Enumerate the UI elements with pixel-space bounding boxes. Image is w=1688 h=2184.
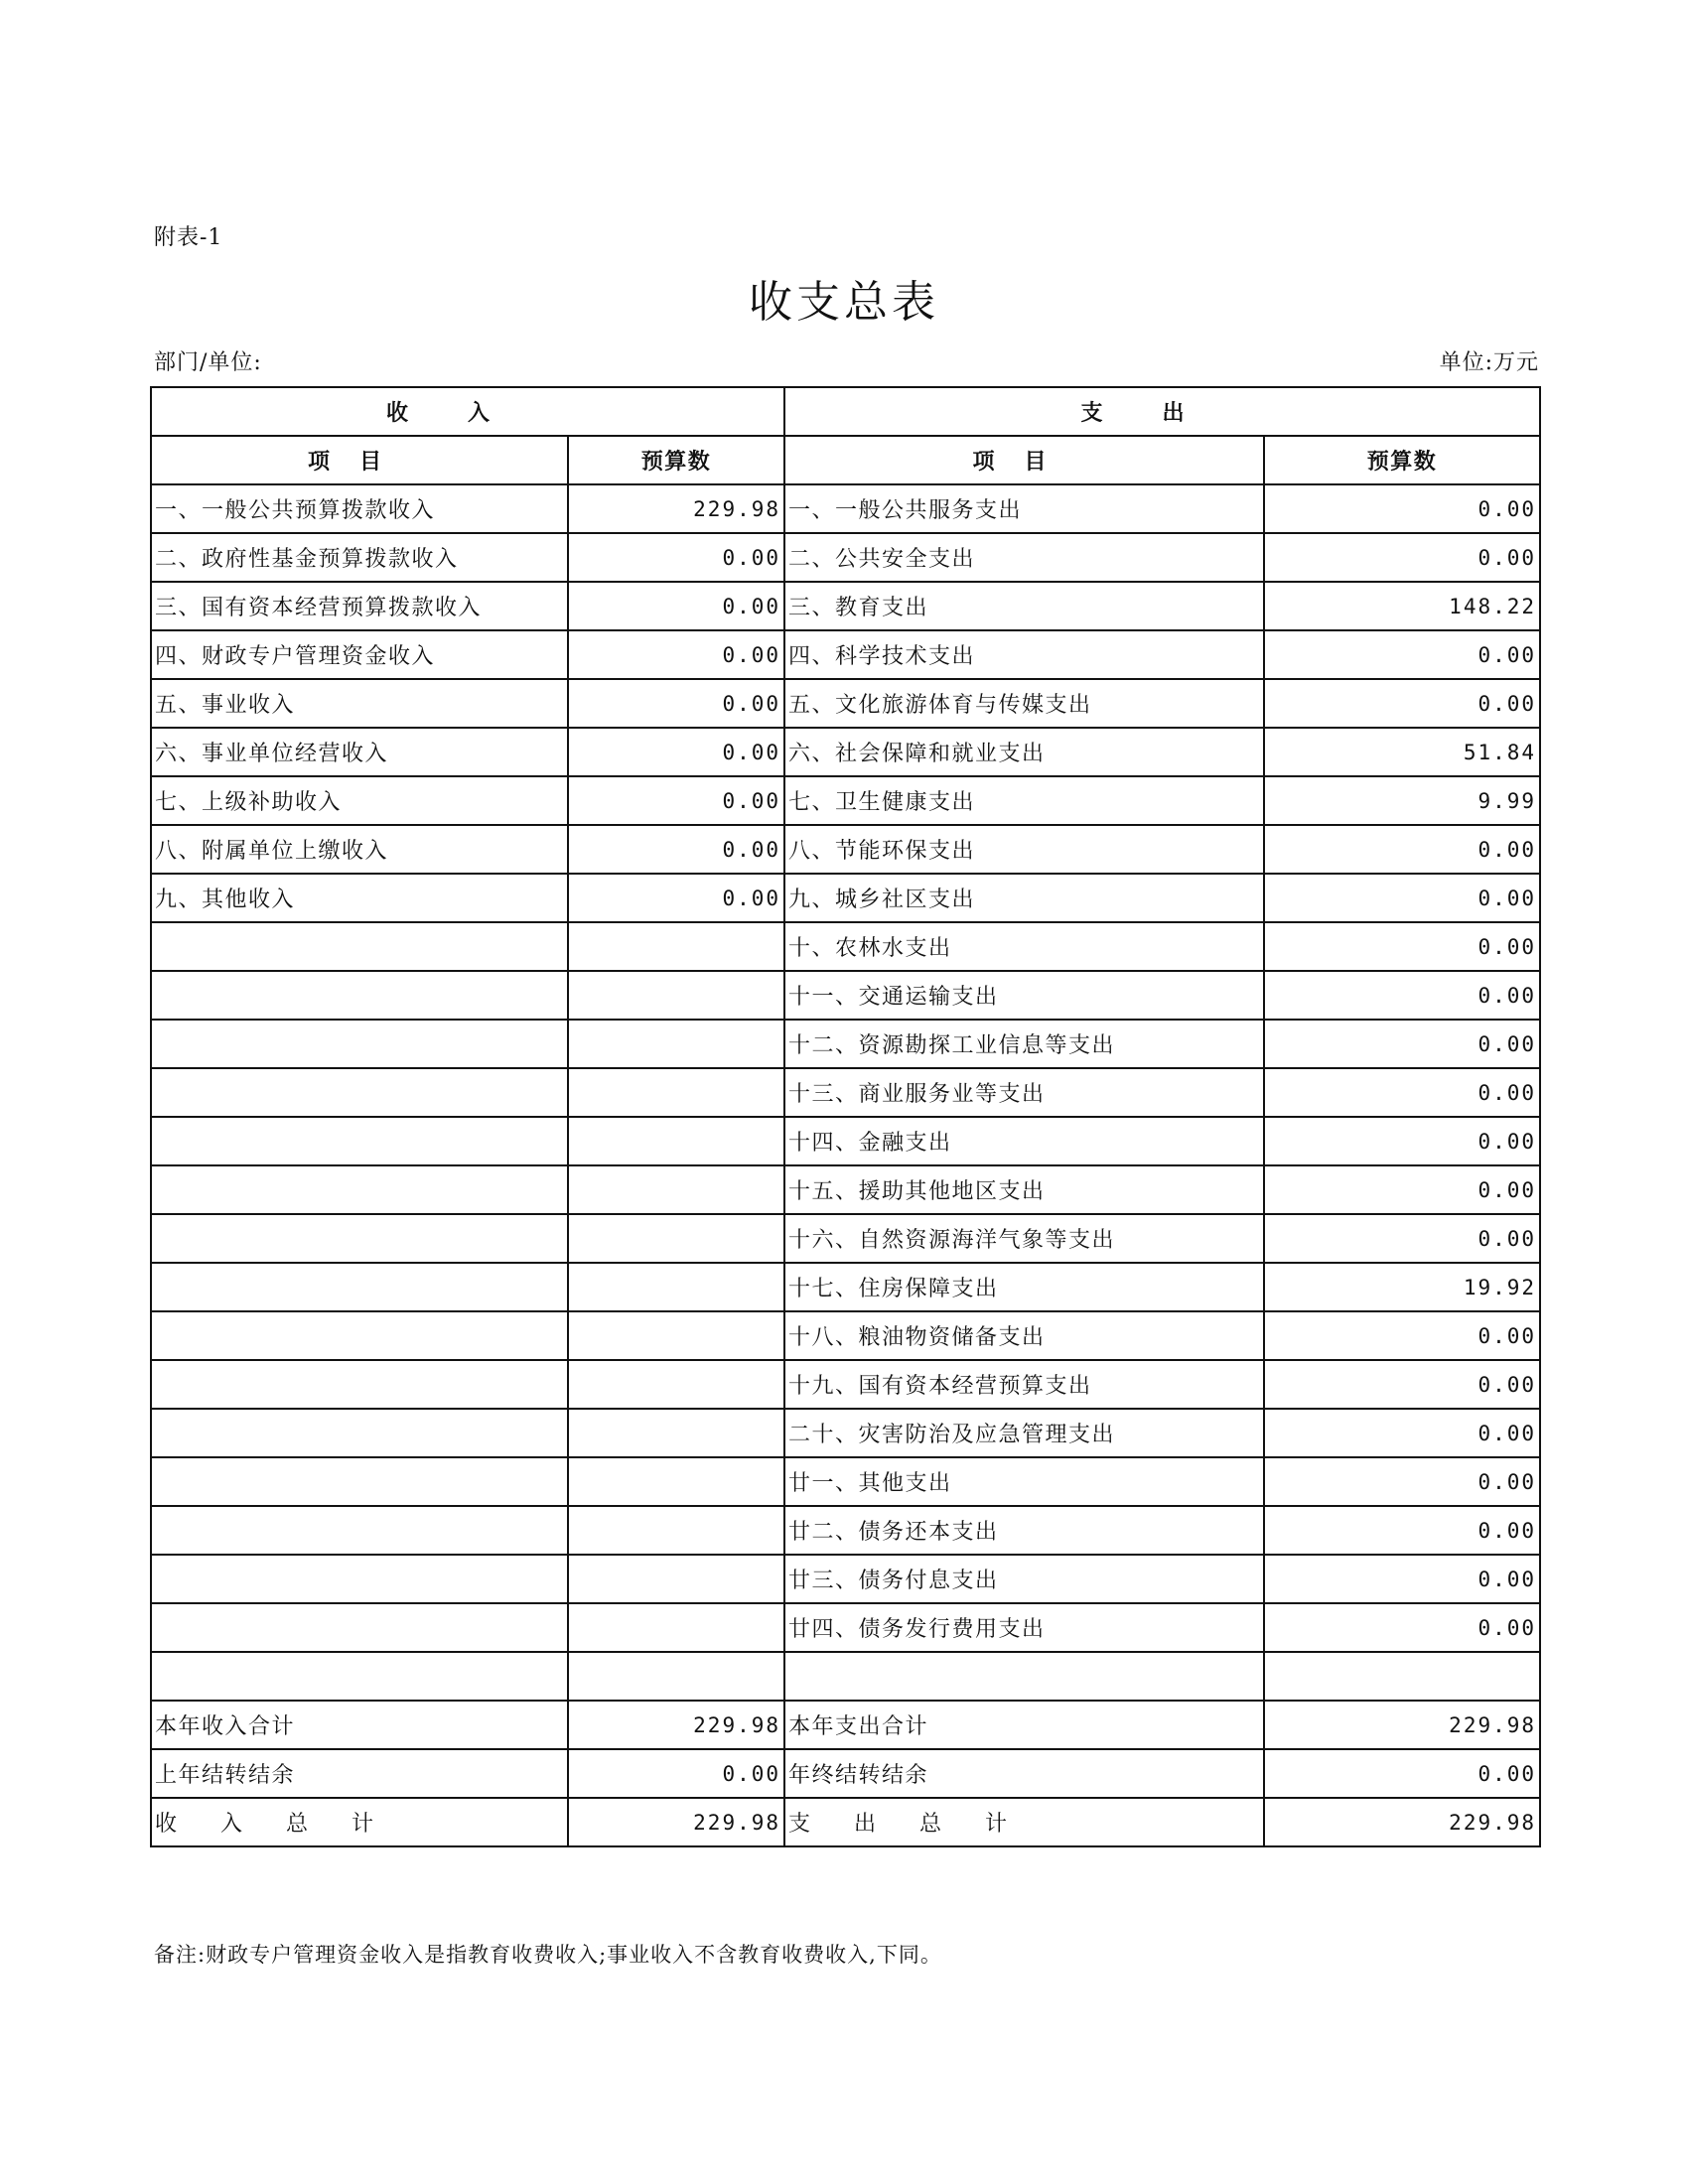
- income-value-cell: [568, 1068, 784, 1117]
- expense-item-cell: 二、公共安全支出: [784, 533, 1264, 582]
- expense-value-cell: 0.00: [1264, 1409, 1540, 1457]
- expense-item-cell: 十四、金融支出: [784, 1117, 1264, 1165]
- expense-value-cell: 0.00: [1264, 971, 1540, 1020]
- income-section-header: 收入: [151, 387, 784, 436]
- expense-item-cell: 十九、国有资本经营预算支出: [784, 1360, 1264, 1409]
- income-value-cell: [568, 1457, 784, 1506]
- expense-item-cell: 七、卫生健康支出: [784, 776, 1264, 825]
- table-row: [151, 1457, 1540, 1506]
- appendix-label: 附表-1: [154, 225, 223, 250]
- expense-value-cell: 0.00: [1264, 1360, 1540, 1409]
- income-item-cell: 一、一般公共预算拨款收入: [151, 484, 568, 533]
- income-item-cell: [151, 1603, 568, 1652]
- expense-value-cell: 0.00: [1264, 630, 1540, 679]
- income-item-cell: [151, 1652, 568, 1701]
- income-total-value: 229.98: [568, 1701, 784, 1749]
- income-item-cell: [151, 1311, 568, 1360]
- income-item-cell: [151, 1068, 568, 1117]
- expense-item-cell: 廿四、债务发行费用支出: [784, 1603, 1264, 1652]
- income-item-cell: [151, 922, 568, 971]
- table-row: [151, 922, 1540, 971]
- income-item-cell: 八、附属单位上缴收入: [151, 825, 568, 874]
- income-item-cell: 四、财政专户管理资金收入: [151, 630, 568, 679]
- income-value-cell: [568, 1603, 784, 1652]
- expense-item-cell: 十二、资源勘探工业信息等支出: [784, 1020, 1264, 1068]
- income-total-label: 本年收入合计: [151, 1701, 568, 1749]
- year-total-row: [151, 1701, 1540, 1749]
- table-row: [151, 874, 1540, 922]
- expense-item-cell: 四、科学技术支出: [784, 630, 1264, 679]
- income-value-cell: 0.00: [568, 679, 784, 728]
- table-row: [151, 1068, 1540, 1117]
- income-value-cell: [568, 922, 784, 971]
- expense-item-cell: 廿三、债务付息支出: [784, 1555, 1264, 1603]
- table-row: [151, 630, 1540, 679]
- expense-value-cell: 0.00: [1264, 1311, 1540, 1360]
- expense-value-cell: 0.00: [1264, 1020, 1540, 1068]
- expense-value-cell: 0.00: [1264, 1117, 1540, 1165]
- income-item-cell: [151, 1020, 568, 1068]
- income-value-cell: [568, 971, 784, 1020]
- income-value-cell: 0.00: [568, 874, 784, 922]
- table-row: [151, 582, 1540, 630]
- income-value-cell: [568, 1652, 784, 1701]
- income-item-cell: [151, 1263, 568, 1311]
- income-value-cell: [568, 1311, 784, 1360]
- income-item-cell: [151, 1360, 568, 1409]
- table-row: [151, 1652, 1540, 1701]
- income-total-label: 上年结转结余: [151, 1749, 568, 1798]
- income-item-cell: 三、国有资本经营预算拨款收入: [151, 582, 568, 630]
- income-value-cell: [568, 1020, 784, 1068]
- expense-item-cell: 六、社会保障和就业支出: [784, 728, 1264, 776]
- income-item-cell: 六、事业单位经营收入: [151, 728, 568, 776]
- expense-value-cell: 0.00: [1264, 484, 1540, 533]
- table-row: [151, 484, 1540, 533]
- expense-total-label: 支出总计: [784, 1798, 1264, 1846]
- expense-item-cell: 一、一般公共服务支出: [784, 484, 1264, 533]
- table-row: [151, 1506, 1540, 1555]
- income-value-cell: 0.00: [568, 776, 784, 825]
- income-item-cell: [151, 1457, 568, 1506]
- expense-item-cell: [784, 1652, 1264, 1701]
- table-row: [151, 1555, 1540, 1603]
- table-row: [151, 1360, 1540, 1409]
- expense-value-cell: [1264, 1652, 1540, 1701]
- income-item-cell: [151, 971, 568, 1020]
- page-title: 收支总表: [749, 277, 939, 328]
- income-value-cell: [568, 1117, 784, 1165]
- income-value-cell: 0.00: [568, 582, 784, 630]
- budget-table: [150, 386, 1541, 1847]
- expense-value-cell: 0.00: [1264, 679, 1540, 728]
- income-total-value: 229.98: [568, 1798, 784, 1846]
- table-row: [151, 971, 1540, 1020]
- expense-section-header: 支出: [784, 387, 1540, 436]
- grand-total-row: [151, 1798, 1540, 1846]
- table-row: [151, 679, 1540, 728]
- expense-total-value: 229.98: [1264, 1701, 1540, 1749]
- table-row: [151, 1603, 1540, 1652]
- income-value-cell: 0.00: [568, 533, 784, 582]
- income-total-label: 收入总计: [151, 1798, 568, 1846]
- income-budget-header: 预算数: [568, 436, 784, 484]
- income-item-cell: 九、其他收入: [151, 874, 568, 922]
- footnote: 备注:财政专户管理资金收入是指教育收费收入;事业收入不含教育收费收入,下同。: [154, 1943, 942, 1967]
- expense-item-cell: 三、教育支出: [784, 582, 1264, 630]
- income-value-cell: [568, 1165, 784, 1214]
- expense-total-label: 年终结转结余: [784, 1749, 1264, 1798]
- expense-item-cell: 五、文化旅游体育与传媒支出: [784, 679, 1264, 728]
- expense-value-cell: 0.00: [1264, 1506, 1540, 1555]
- expense-value-cell: 0.00: [1264, 1603, 1540, 1652]
- expense-value-cell: 51.84: [1264, 728, 1540, 776]
- expense-value-cell: 0.00: [1264, 1165, 1540, 1214]
- income-item-cell: [151, 1165, 568, 1214]
- income-value-cell: 0.00: [568, 630, 784, 679]
- expense-item-cell: 十六、自然资源海洋气象等支出: [784, 1214, 1264, 1263]
- carryover-row: [151, 1749, 1540, 1798]
- table-row: [151, 825, 1540, 874]
- table-row: [151, 1214, 1540, 1263]
- expense-value-cell: 0.00: [1264, 533, 1540, 582]
- expense-item-cell: 廿一、其他支出: [784, 1457, 1264, 1506]
- expense-item-cell: 十三、商业服务业等支出: [784, 1068, 1264, 1117]
- table-body: [151, 387, 1540, 1846]
- table-row: [151, 1311, 1540, 1360]
- expense-total-value: 229.98: [1264, 1798, 1540, 1846]
- income-total-value: 0.00: [568, 1749, 784, 1798]
- expense-value-cell: 0.00: [1264, 1214, 1540, 1263]
- expense-item-header: 项目: [784, 436, 1264, 484]
- expense-value-cell: 0.00: [1264, 874, 1540, 922]
- expense-item-cell: 二十、灾害防治及应急管理支出: [784, 1409, 1264, 1457]
- income-item-cell: 五、事业收入: [151, 679, 568, 728]
- income-item-cell: [151, 1214, 568, 1263]
- income-item-cell: [151, 1117, 568, 1165]
- column-header-row: [151, 436, 1540, 484]
- income-item-cell: 七、上级补助收入: [151, 776, 568, 825]
- table-row: [151, 1409, 1540, 1457]
- section-header-row: [151, 387, 1540, 436]
- expense-value-cell: 148.22: [1264, 582, 1540, 630]
- income-item-cell: 二、政府性基金预算拨款收入: [151, 533, 568, 582]
- expense-value-cell: 9.99: [1264, 776, 1540, 825]
- expense-item-cell: 十八、粮油物资储备支出: [784, 1311, 1264, 1360]
- table-row: [151, 1020, 1540, 1068]
- expense-value-cell: 0.00: [1264, 825, 1540, 874]
- income-value-cell: [568, 1506, 784, 1555]
- income-value-cell: [568, 1263, 784, 1311]
- expense-item-cell: 九、城乡社区支出: [784, 874, 1264, 922]
- expense-item-cell: 十五、援助其他地区支出: [784, 1165, 1264, 1214]
- expense-total-label: 本年支出合计: [784, 1701, 1264, 1749]
- table-row: [151, 1165, 1540, 1214]
- expense-value-cell: 0.00: [1264, 1068, 1540, 1117]
- income-item-cell: [151, 1555, 568, 1603]
- income-value-cell: [568, 1555, 784, 1603]
- table-row: [151, 533, 1540, 582]
- income-value-cell: 0.00: [568, 825, 784, 874]
- expense-item-cell: 八、节能环保支出: [784, 825, 1264, 874]
- expense-item-cell: 十一、交通运输支出: [784, 971, 1264, 1020]
- table-row: [151, 728, 1540, 776]
- expense-item-cell: 十七、住房保障支出: [784, 1263, 1264, 1311]
- income-item-cell: [151, 1409, 568, 1457]
- income-value-cell: [568, 1409, 784, 1457]
- table-row: [151, 776, 1540, 825]
- expense-value-cell: 0.00: [1264, 922, 1540, 971]
- income-value-cell: [568, 1214, 784, 1263]
- income-value-cell: 0.00: [568, 728, 784, 776]
- expense-item-cell: 十、农林水支出: [784, 922, 1264, 971]
- expense-total-value: 0.00: [1264, 1749, 1540, 1798]
- expense-value-cell: 19.92: [1264, 1263, 1540, 1311]
- expense-value-cell: 0.00: [1264, 1457, 1540, 1506]
- unit-label: 单位:万元: [1439, 350, 1539, 375]
- income-item-header: 项目: [151, 436, 568, 484]
- income-item-cell: [151, 1506, 568, 1555]
- income-value-cell: 229.98: [568, 484, 784, 533]
- expense-item-cell: 廿二、债务还本支出: [784, 1506, 1264, 1555]
- table-row: [151, 1263, 1540, 1311]
- expense-value-cell: 0.00: [1264, 1555, 1540, 1603]
- department-label: 部门/单位:: [154, 350, 262, 375]
- income-value-cell: [568, 1360, 784, 1409]
- table-row: [151, 1117, 1540, 1165]
- expense-budget-header: 预算数: [1264, 436, 1540, 484]
